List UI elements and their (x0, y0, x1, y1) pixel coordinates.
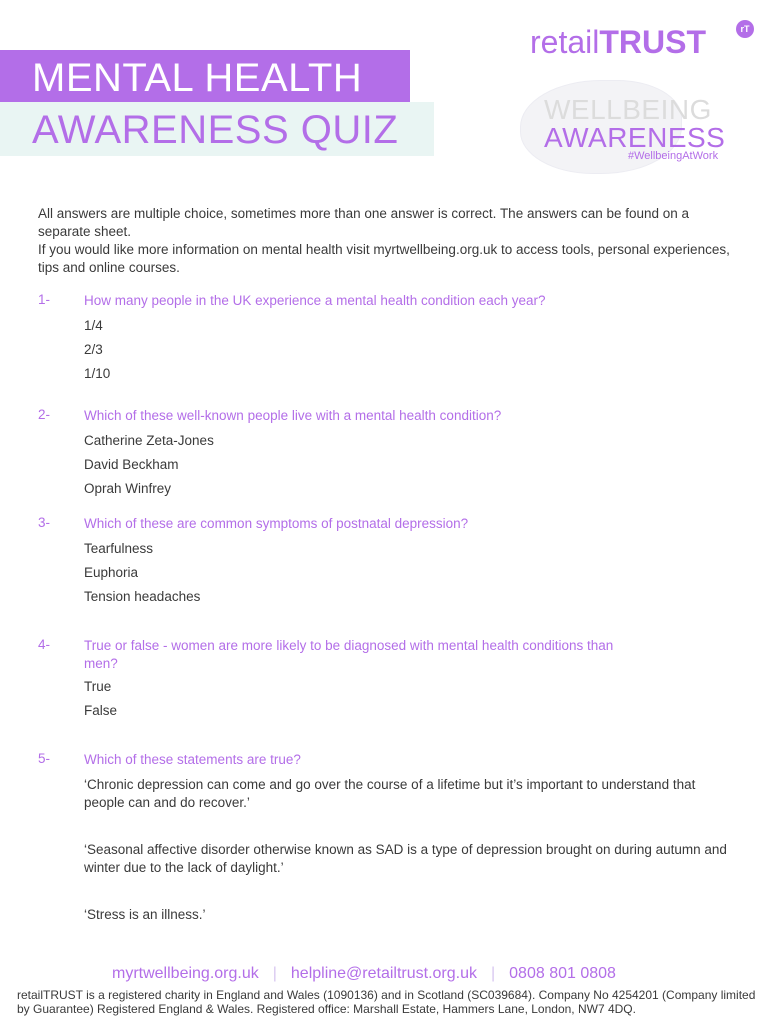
answer-option: ‘Seasonal affective disorder otherwise known as SAD is a type of depression brought on during autumn and winter due to the lack of daylight.’ (84, 842, 727, 875)
wellbeing-title: WELLBEING (544, 94, 712, 125)
website-link[interactable]: myrtwellbeing.org.uk (112, 965, 259, 982)
question-text: Which of these statements are true? (84, 752, 301, 767)
retail-trust-logo (530, 22, 706, 62)
question-text: True or false - women are more likely to be diagnosed with mental health conditions than men? (84, 638, 614, 671)
answer-option: Oprah Winfrey (84, 481, 172, 496)
page-title-line1: MENTAL HEALTH (32, 56, 363, 100)
answer-option: 1/4 (84, 318, 103, 333)
answer-option: David Beckham (84, 457, 179, 472)
question-number: 1- (38, 292, 51, 307)
question-text: Which of these are common symptoms of postnatal depression? (84, 516, 469, 531)
email-link[interactable]: helpline@retailtrust.org.uk (290, 965, 477, 982)
logo-retail-text: retail (530, 24, 600, 60)
answer-option: Catherine Zeta-Jones (84, 433, 214, 448)
answer-option: True (84, 679, 112, 694)
answer-option: ‘Stress is an illness.’ (84, 907, 206, 922)
answer-option: Tearfulness (84, 541, 154, 556)
footer-legal-text: retailTRUST is a registered charity in England and Wales (1090136) and in Scotland (SC039684). Company No 4254201 (Company limited by Guarantee) Registered England & Wales. Registered office: Marshall Estate, Hammers Lane, London, NW7 4DQ. (17, 988, 756, 1016)
footer-separator: | (491, 965, 496, 982)
intro-line-2: If you would like more information on mental health visit myrtwellbeing.org.uk to access tools, personal experiences, tips and online courses. (38, 242, 730, 275)
question-number: 4- (38, 637, 51, 652)
logo-badge-icon: rT (736, 20, 754, 38)
footer-contact-links (112, 965, 616, 983)
question-text: Which of these well-known people live with a mental health condition? (84, 408, 502, 423)
logo-trust-text: TRUST (599, 24, 707, 60)
answer-option: False (84, 703, 118, 718)
question-number: 2- (38, 407, 51, 422)
intro-line-1: All answers are multiple choice, sometimes more than one answer is correct. The answers can be found on a separate sheet. (38, 206, 690, 239)
phone-number[interactable]: 0808 801 0808 (509, 965, 616, 982)
answer-option: Euphoria (84, 565, 139, 580)
answer-option: 2/3 (84, 342, 103, 357)
question-number: 5- (38, 751, 51, 766)
page-title-line2: AWARENESS QUIZ (32, 108, 399, 152)
intro-text (38, 205, 738, 277)
answer-option: 1/10 (84, 366, 111, 381)
answer-option: ‘Chronic depression can come and go over the course of a lifetime but it’s important to understand that people can and do recover.’ (84, 777, 696, 810)
question-number: 3- (38, 515, 51, 530)
answer-option: Tension headaches (84, 589, 201, 604)
wellbeing-hashtag: #WellbeingAtWork (628, 150, 719, 162)
footer-separator: | (272, 965, 277, 982)
awareness-title: AWARENESS (544, 122, 726, 153)
question-text: How many people in the UK experience a mental health condition each year? (84, 293, 546, 308)
